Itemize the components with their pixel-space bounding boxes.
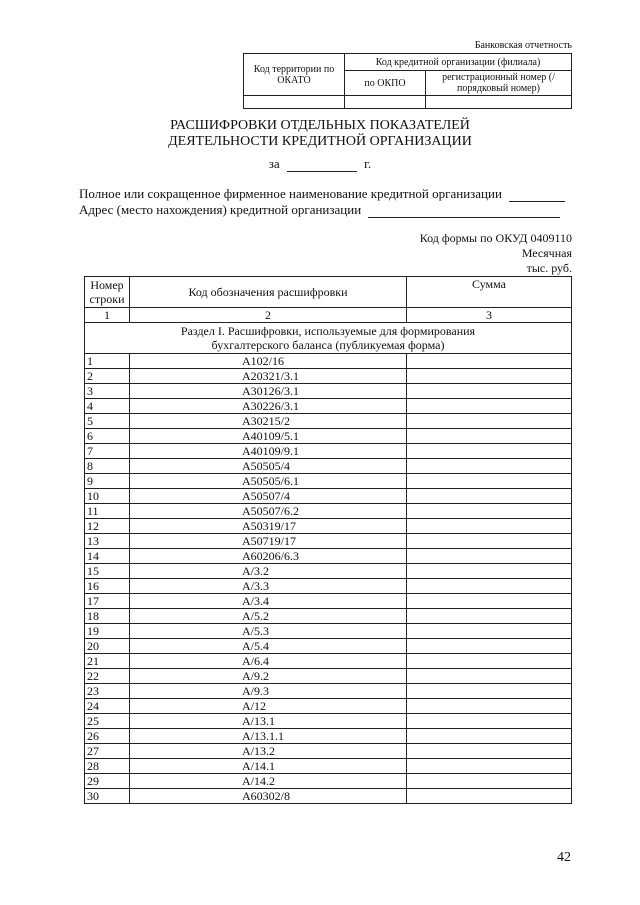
col-sum-header: Сумма: [407, 277, 572, 308]
table-row: [85, 654, 572, 669]
row-sum-cell[interactable]: [407, 474, 572, 489]
row-number: 21: [85, 654, 130, 669]
row-number: 13: [85, 534, 130, 549]
row-number: 8: [85, 459, 130, 474]
period-line: [0, 156, 640, 172]
row-number: 18: [85, 609, 130, 624]
org-address-label: Адрес (место нахождения) кредитной организации: [79, 202, 362, 217]
row-sum-cell[interactable]: [407, 399, 572, 414]
row-sum-cell[interactable]: [407, 534, 572, 549]
table-row: [85, 399, 572, 414]
org-name-line: [79, 186, 565, 202]
form-units: тыс. руб.: [526, 261, 572, 275]
row-sum-cell[interactable]: [407, 744, 572, 759]
row-number: 4: [85, 399, 130, 414]
row-number: 29: [85, 774, 130, 789]
table-row: [85, 759, 572, 774]
table-row: [85, 489, 572, 504]
row-sum-cell[interactable]: [407, 624, 572, 639]
row-code: А40109/5.1: [130, 429, 407, 444]
table-row: [85, 369, 572, 384]
credit-org-header: Код кредитной организации (филиала): [345, 54, 572, 71]
table-row: [85, 504, 572, 519]
row-code: А/6.4: [130, 654, 407, 669]
row-sum-cell[interactable]: [407, 774, 572, 789]
row-code: А/3.2: [130, 564, 407, 579]
row-number: 14: [85, 549, 130, 564]
row-code: А/13.1: [130, 714, 407, 729]
row-code: А/13.2: [130, 744, 407, 759]
row-sum-cell[interactable]: [407, 699, 572, 714]
row-number: 16: [85, 579, 130, 594]
col-number-line1: Номер: [90, 278, 124, 292]
table-row: [85, 474, 572, 489]
title-line-2: ДЕЯТЕЛЬНОСТИ КРЕДИТНОЙ ОРГАНИЗАЦИИ: [168, 134, 472, 149]
table-row: [85, 459, 572, 474]
row-code: А/5.3: [130, 624, 407, 639]
table-row: [85, 429, 572, 444]
row-number: 17: [85, 594, 130, 609]
row-sum-cell[interactable]: [407, 564, 572, 579]
col-number-header: [85, 277, 130, 308]
row-number: 5: [85, 414, 130, 429]
okato-header: Код территории по ОКАТО: [244, 54, 345, 96]
table-row: [85, 624, 572, 639]
row-number: 10: [85, 489, 130, 504]
row-sum-cell[interactable]: [407, 354, 572, 369]
row-sum-cell[interactable]: [407, 714, 572, 729]
table-row: [85, 384, 572, 399]
row-number: 26: [85, 729, 130, 744]
row-sum-cell[interactable]: [407, 789, 572, 804]
row-code: А30226/3.1: [130, 399, 407, 414]
table-row: [85, 639, 572, 654]
row-number: 19: [85, 624, 130, 639]
row-sum-cell[interactable]: [407, 549, 572, 564]
row-sum-cell[interactable]: [407, 579, 572, 594]
row-sum-cell[interactable]: [407, 729, 572, 744]
row-sum-cell[interactable]: [407, 519, 572, 534]
row-code: А/9.3: [130, 684, 407, 699]
org-name-label: Полное или сокращенное фирменное наименование кредитной организации: [79, 186, 502, 201]
row-number: 15: [85, 564, 130, 579]
row-number: 7: [85, 444, 130, 459]
row-code: А/9.2: [130, 669, 407, 684]
rows-body: [85, 354, 572, 804]
row-sum-cell[interactable]: [407, 459, 572, 474]
okud-code: Код формы по ОКУД 0409110: [419, 231, 572, 245]
row-sum-cell[interactable]: [407, 429, 572, 444]
row-sum-cell[interactable]: [407, 489, 572, 504]
row-sum-cell[interactable]: [407, 759, 572, 774]
row-code: А30126/3.1: [130, 384, 407, 399]
row-code: А30215/2: [130, 414, 407, 429]
row-sum-cell[interactable]: [407, 654, 572, 669]
row-code: А/13.1.1: [130, 729, 407, 744]
col-code-header: Код обозначения расшифровки: [130, 277, 407, 308]
row-code: А/3.4: [130, 594, 407, 609]
row-number: 11: [85, 504, 130, 519]
table-row: [85, 744, 572, 759]
org-code-table: [243, 53, 572, 109]
table-row: [85, 684, 572, 699]
table-row: [85, 609, 572, 624]
reg-number-cell[interactable]: [426, 96, 572, 109]
org-address-blank[interactable]: [368, 205, 560, 218]
table-row: [85, 354, 572, 369]
row-sum-cell[interactable]: [407, 684, 572, 699]
row-sum-cell[interactable]: [407, 384, 572, 399]
form-period: Месячная: [521, 246, 572, 260]
decoding-table: [84, 276, 572, 804]
row-code: А40109/9.1: [130, 444, 407, 459]
col-index-3: 3: [407, 308, 572, 323]
table-row: [85, 549, 572, 564]
col-index-1: 1: [85, 308, 130, 323]
table-row: [85, 534, 572, 549]
table-row: [85, 714, 572, 729]
row-code: А/5.4: [130, 639, 407, 654]
page-number: 42: [557, 850, 571, 865]
okpo-header: по ОКПО: [345, 71, 426, 96]
row-sum-cell[interactable]: [407, 504, 572, 519]
table-row: [85, 414, 572, 429]
row-code: А/12: [130, 699, 407, 714]
table-row: [85, 579, 572, 594]
reporting-label: Банковская отчетность: [474, 40, 572, 51]
row-sum-cell[interactable]: [407, 594, 572, 609]
za-label: за: [268, 156, 280, 171]
row-number: 2: [85, 369, 130, 384]
row-sum-cell[interactable]: [407, 639, 572, 654]
row-code: А50719/17: [130, 534, 407, 549]
section-header: [85, 323, 572, 354]
row-code: А102/16: [130, 354, 407, 369]
row-code: А20321/3.1: [130, 369, 407, 384]
row-code: А/5.2: [130, 609, 407, 624]
period-blank[interactable]: [287, 159, 357, 172]
section-line1: Раздел I. Расшифровки, используемые для формирования: [180, 324, 476, 338]
row-number: 24: [85, 699, 130, 714]
table-row: [85, 774, 572, 789]
org-name-blank[interactable]: [509, 189, 565, 202]
row-code: А/14.1: [130, 759, 407, 774]
row-number: 30: [85, 789, 130, 804]
row-number: 27: [85, 744, 130, 759]
table-row: [85, 519, 572, 534]
row-sum-cell[interactable]: [407, 414, 572, 429]
row-sum-cell[interactable]: [407, 609, 572, 624]
col-index-2: 2: [130, 308, 407, 323]
row-code: А50507/6.2: [130, 504, 407, 519]
row-sum-cell[interactable]: [407, 444, 572, 459]
title-line-1: РАСШИФРОВКИ ОТДЕЛЬНЫХ ПОКАЗАТЕЛЕЙ: [170, 118, 470, 133]
table-row: [85, 699, 572, 714]
row-code: А/3.3: [130, 579, 407, 594]
row-number: 12: [85, 519, 130, 534]
okpo-cell[interactable]: [345, 96, 426, 109]
table-row: [85, 729, 572, 744]
row-code: А60302/8: [130, 789, 407, 804]
year-suffix: г.: [364, 156, 372, 171]
row-number: 3: [85, 384, 130, 399]
row-number: 20: [85, 639, 130, 654]
row-code: А50505/4: [130, 459, 407, 474]
row-number: 9: [85, 474, 130, 489]
reg-number-header: регистрационный номер (/порядковый номер): [426, 71, 572, 96]
row-number: 6: [85, 429, 130, 444]
row-code: А/14.2: [130, 774, 407, 789]
row-number: 25: [85, 714, 130, 729]
table-row: [85, 594, 572, 609]
row-sum-cell[interactable]: [407, 669, 572, 684]
table-row: [85, 564, 572, 579]
table-row: [85, 669, 572, 684]
table-row: [85, 789, 572, 804]
row-sum-cell[interactable]: [407, 369, 572, 384]
row-code: А60206/6.3: [130, 549, 407, 564]
row-code: А50319/17: [130, 519, 407, 534]
row-number: 1: [85, 354, 130, 369]
row-number: 22: [85, 669, 130, 684]
col-number-line2: строки: [89, 292, 125, 306]
table-row: [85, 444, 572, 459]
row-code: А50505/6.1: [130, 474, 407, 489]
row-number: 23: [85, 684, 130, 699]
okato-cell[interactable]: [244, 96, 345, 109]
row-number: 28: [85, 759, 130, 774]
org-address-line: [79, 202, 560, 218]
section-line2: бухгалтерского баланса (публикуемая форма): [211, 338, 445, 352]
row-code: А50507/4: [130, 489, 407, 504]
